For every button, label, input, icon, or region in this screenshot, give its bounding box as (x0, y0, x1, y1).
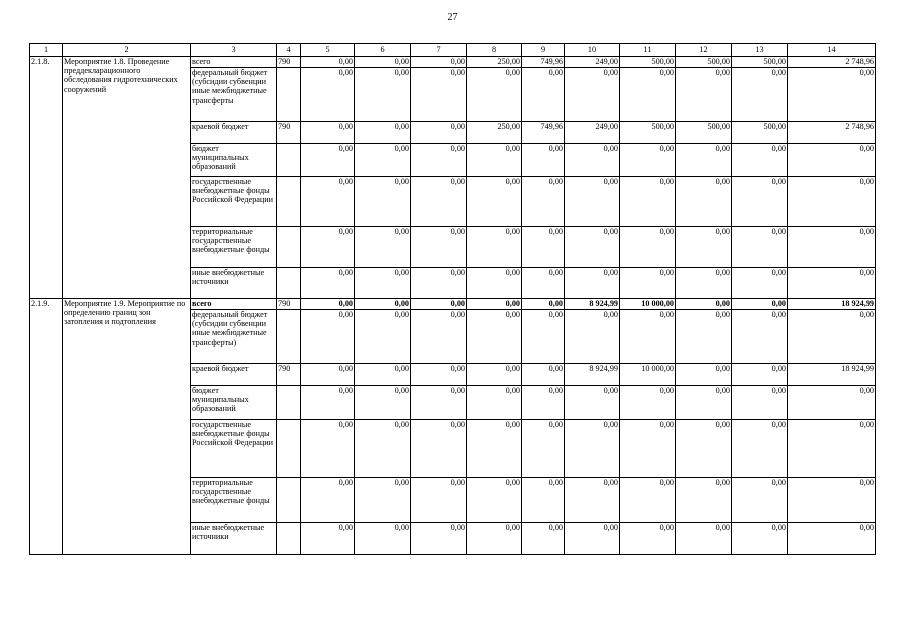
amount-cell: 0,00 (676, 523, 732, 555)
amount-cell: 0,00 (732, 386, 788, 420)
amount-cell: 0,00 (788, 386, 876, 420)
amount-cell: 0,00 (522, 478, 565, 523)
amount-cell: 0,00 (467, 386, 522, 420)
amount-cell: 0,00 (355, 299, 411, 310)
amount-cell: 0,00 (301, 144, 355, 177)
budget-code (277, 268, 301, 299)
amount-cell: 0,00 (788, 227, 876, 268)
budget-code (277, 523, 301, 555)
amount-cell: 0,00 (565, 227, 620, 268)
amount-cell: 0,00 (411, 299, 467, 310)
amount-cell: 0,00 (522, 227, 565, 268)
amount-cell: 0,00 (467, 177, 522, 227)
amount-cell: 250,00 (467, 122, 522, 144)
amount-cell: 0,00 (565, 144, 620, 177)
budget-code: 790 (277, 364, 301, 386)
amount-cell: 0,00 (355, 144, 411, 177)
amount-cell: 0,00 (565, 420, 620, 478)
column-header: 5 (301, 44, 355, 57)
amount-cell: 0,00 (732, 523, 788, 555)
amount-cell: 249,00 (565, 57, 620, 68)
amount-cell: 0,00 (676, 144, 732, 177)
amount-cell: 0,00 (676, 68, 732, 122)
budget-code (277, 227, 301, 268)
amount-cell: 0,00 (788, 478, 876, 523)
measure-name: Мероприятие 1.8. Проведение преддекларационного обследования гидротехнических сооружений (63, 57, 191, 299)
column-header: 1 (30, 44, 63, 57)
amount-cell: 0,00 (732, 227, 788, 268)
amount-cell: 500,00 (676, 57, 732, 68)
amount-cell: 0,00 (676, 227, 732, 268)
amount-cell: 0,00 (788, 177, 876, 227)
amount-cell: 500,00 (620, 122, 676, 144)
amount-cell: 0,00 (620, 68, 676, 122)
measure-code: 2.1.9. (30, 299, 63, 555)
amount-cell: 0,00 (411, 144, 467, 177)
amount-cell: 500,00 (732, 122, 788, 144)
amount-cell: 0,00 (522, 364, 565, 386)
column-header: 7 (411, 44, 467, 57)
amount-cell: 8 924,99 (565, 299, 620, 310)
amount-cell: 0,00 (301, 57, 355, 68)
amount-cell: 0,00 (732, 364, 788, 386)
budget-code: 790 (277, 299, 301, 310)
amount-cell: 0,00 (788, 68, 876, 122)
table-row (30, 57, 876, 68)
column-header: 10 (565, 44, 620, 57)
amount-cell: 0,00 (522, 268, 565, 299)
amount-cell: 0,00 (355, 57, 411, 68)
amount-cell: 0,00 (411, 478, 467, 523)
budget-code (277, 68, 301, 122)
amount-cell: 749,96 (522, 122, 565, 144)
amount-cell: 0,00 (620, 227, 676, 268)
amount-cell: 0,00 (301, 177, 355, 227)
amount-cell: 18 924,99 (788, 299, 876, 310)
amount-cell: 0,00 (565, 386, 620, 420)
funding-source: бюджет муниципальных образований (191, 144, 277, 177)
column-header: 8 (467, 44, 522, 57)
column-header: 4 (277, 44, 301, 57)
amount-cell: 0,00 (522, 177, 565, 227)
amount-cell: 0,00 (788, 523, 876, 555)
amount-cell: 8 924,99 (565, 364, 620, 386)
amount-cell: 0,00 (301, 364, 355, 386)
amount-cell: 0,00 (788, 268, 876, 299)
funding-source: краевой бюджет (191, 122, 277, 144)
amount-cell: 0,00 (565, 478, 620, 523)
funding-source: бюджет муниципальных образований (191, 386, 277, 420)
amount-cell: 0,00 (467, 478, 522, 523)
budget-table (29, 43, 876, 555)
budget-code (277, 144, 301, 177)
funding-source: федеральный бюджет (субсидии субвенции иные межбюджетные трансферты (191, 68, 277, 122)
budget-code: 790 (277, 57, 301, 68)
amount-cell: 0,00 (467, 144, 522, 177)
amount-cell: 0,00 (467, 523, 522, 555)
amount-cell: 0,00 (676, 364, 732, 386)
table-body (30, 57, 876, 555)
measure-code: 2.1.8. (30, 57, 63, 299)
amount-cell: 0,00 (411, 227, 467, 268)
amount-cell: 500,00 (732, 57, 788, 68)
funding-source: иные внебюджетные источники (191, 268, 277, 299)
amount-cell: 0,00 (732, 177, 788, 227)
amount-cell: 0,00 (620, 144, 676, 177)
amount-cell: 0,00 (301, 227, 355, 268)
amount-cell: 0,00 (411, 57, 467, 68)
budget-code (277, 420, 301, 478)
funding-source: территориальные государственные внебюджетные фонды (191, 227, 277, 268)
amount-cell: 10 000,00 (620, 364, 676, 386)
amount-cell: 0,00 (620, 420, 676, 478)
amount-cell: 0,00 (676, 420, 732, 478)
amount-cell: 0,00 (411, 268, 467, 299)
column-header: 6 (355, 44, 411, 57)
funding-source: всего (191, 57, 277, 68)
amount-cell: 0,00 (732, 478, 788, 523)
column-header: 11 (620, 44, 676, 57)
amount-cell: 0,00 (355, 177, 411, 227)
amount-cell: 2 748,96 (788, 122, 876, 144)
amount-cell: 0,00 (788, 310, 876, 364)
amount-cell: 0,00 (676, 386, 732, 420)
amount-cell: 0,00 (522, 523, 565, 555)
amount-cell: 0,00 (355, 310, 411, 364)
amount-cell: 0,00 (565, 68, 620, 122)
amount-cell: 0,00 (467, 420, 522, 478)
amount-cell: 0,00 (732, 310, 788, 364)
column-header: 14 (788, 44, 876, 57)
amount-cell: 0,00 (676, 310, 732, 364)
amount-cell: 0,00 (522, 68, 565, 122)
amount-cell: 249,00 (565, 122, 620, 144)
funding-source: государственные внебюджетные фонды Российской Федерации (191, 420, 277, 478)
column-header: 9 (522, 44, 565, 57)
amount-cell: 0,00 (732, 420, 788, 478)
amount-cell: 0,00 (355, 227, 411, 268)
amount-cell: 0,00 (732, 144, 788, 177)
amount-cell: 0,00 (522, 420, 565, 478)
amount-cell: 0,00 (301, 122, 355, 144)
budget-code (277, 478, 301, 523)
amount-cell: 0,00 (355, 68, 411, 122)
amount-cell: 0,00 (301, 68, 355, 122)
amount-cell: 0,00 (522, 310, 565, 364)
amount-cell: 0,00 (467, 68, 522, 122)
budget-code (277, 177, 301, 227)
amount-cell: 0,00 (467, 310, 522, 364)
column-header: 13 (732, 44, 788, 57)
amount-cell: 0,00 (676, 177, 732, 227)
funding-source: краевой бюджет (191, 364, 277, 386)
amount-cell: 0,00 (301, 268, 355, 299)
amount-cell: 0,00 (676, 478, 732, 523)
amount-cell: 0,00 (355, 523, 411, 555)
amount-cell: 0,00 (522, 144, 565, 177)
funding-source: иные внебюджетные источники (191, 523, 277, 555)
amount-cell: 0,00 (467, 268, 522, 299)
amount-cell: 250,00 (467, 57, 522, 68)
budget-code: 790 (277, 122, 301, 144)
amount-cell: 0,00 (522, 386, 565, 420)
amount-cell: 0,00 (676, 299, 732, 310)
amount-cell: 0,00 (732, 299, 788, 310)
amount-cell: 0,00 (301, 523, 355, 555)
amount-cell: 0,00 (355, 420, 411, 478)
amount-cell: 0,00 (355, 364, 411, 386)
amount-cell: 0,00 (355, 386, 411, 420)
amount-cell: 0,00 (788, 420, 876, 478)
column-header: 12 (676, 44, 732, 57)
amount-cell: 0,00 (355, 122, 411, 144)
amount-cell: 0,00 (620, 268, 676, 299)
amount-cell: 0,00 (565, 268, 620, 299)
amount-cell: 0,00 (355, 268, 411, 299)
funding-source: государственные внебюджетные фонды Российской Федерации (191, 177, 277, 227)
amount-cell: 0,00 (411, 386, 467, 420)
amount-cell: 0,00 (355, 478, 411, 523)
funding-source: всего (191, 299, 277, 310)
amount-cell: 0,00 (301, 310, 355, 364)
amount-cell: 0,00 (301, 420, 355, 478)
amount-cell: 0,00 (411, 310, 467, 364)
amount-cell: 0,00 (565, 523, 620, 555)
amount-cell: 0,00 (565, 310, 620, 364)
amount-cell: 500,00 (676, 122, 732, 144)
amount-cell: 0,00 (411, 523, 467, 555)
amount-cell: 0,00 (522, 299, 565, 310)
amount-cell: 0,00 (620, 523, 676, 555)
amount-cell: 0,00 (411, 364, 467, 386)
amount-cell: 0,00 (301, 299, 355, 310)
amount-cell: 0,00 (676, 268, 732, 299)
amount-cell: 10 000,00 (620, 299, 676, 310)
amount-cell: 0,00 (411, 68, 467, 122)
amount-cell: 500,00 (620, 57, 676, 68)
page-number: 27 (447, 12, 458, 23)
amount-cell: 0,00 (732, 68, 788, 122)
amount-cell: 0,00 (467, 364, 522, 386)
amount-cell: 18 924,99 (788, 364, 876, 386)
amount-cell: 0,00 (411, 177, 467, 227)
amount-cell: 0,00 (467, 227, 522, 268)
amount-cell: 749,96 (522, 57, 565, 68)
amount-cell: 0,00 (620, 310, 676, 364)
amount-cell: 2 748,96 (788, 57, 876, 68)
column-header: 3 (191, 44, 277, 57)
amount-cell: 0,00 (411, 420, 467, 478)
amount-cell: 0,00 (732, 268, 788, 299)
amount-cell: 0,00 (788, 144, 876, 177)
budget-code (277, 386, 301, 420)
funding-source: федеральный бюджет (субсидии субвенции иные межбюджетные трансферты) (191, 310, 277, 364)
table-row (30, 299, 876, 310)
amount-cell: 0,00 (301, 386, 355, 420)
amount-cell: 0,00 (467, 299, 522, 310)
budget-code (277, 310, 301, 364)
amount-cell: 0,00 (620, 478, 676, 523)
amount-cell: 0,00 (301, 478, 355, 523)
amount-cell: 0,00 (620, 386, 676, 420)
column-header: 2 (63, 44, 191, 57)
measure-name: Мероприятие 1.9. Мероприятие по определению границ зон затопления и подтопления (63, 299, 191, 555)
header-row (30, 44, 876, 57)
amount-cell: 0,00 (411, 122, 467, 144)
funding-source: территориальные государственные внебюджетные фонды (191, 478, 277, 523)
amount-cell: 0,00 (620, 177, 676, 227)
amount-cell: 0,00 (565, 177, 620, 227)
